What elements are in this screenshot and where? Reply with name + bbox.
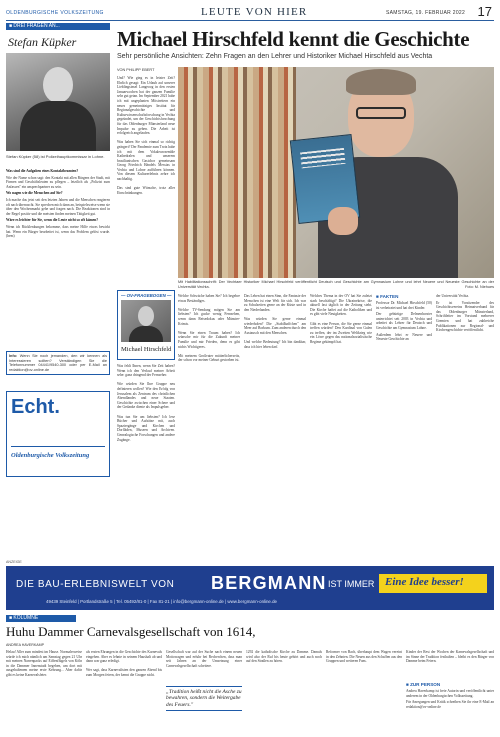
square-icon: ■ [9, 23, 14, 29]
main-subheadline: Sehr persönliche Ansichten: Zehn Fragen an den Lehrer und Historiker Michael Hirschfeld aus Vechta [117, 53, 433, 60]
person-label-text: ZUR PERSON [410, 682, 441, 687]
ov-fragebogen-box [117, 290, 175, 360]
square-icon: ■ [9, 615, 14, 621]
sidebar-name-heading: Stefan Küpker [8, 35, 77, 49]
ov-dash-icon: — [121, 293, 127, 298]
fact-item: Der gebürtige Delmenhorster unterrichtet seit 2003 in Vechta und arbeitet als Lehrer für Deutsch und Geschichte am Gymnasium Lohne. [376, 312, 432, 330]
ad-prefix: DIE BAU-ERLEBNISWELT VON [16, 579, 175, 590]
kolumne-col5: Reformer von Bach, überhaupt dem Wagen vereint in den Zehnten. Die Neuen aus den Schaffen aus den Gruppen und weiteren Fans. [326, 650, 402, 664]
ov-label-text: OV-FRAGEBOGEN [126, 293, 166, 298]
person-item: Andrea Haverkamp ist freie Autorin und veröffentlicht unter anderem in der Oldenburgischen Volkszeitung. [406, 689, 494, 698]
kolumne-tag [6, 615, 76, 622]
sidebar-a3: Wenn ich Rücklenkungen bekomme, dass meine Hilfe etwas bewirkt hat. Wenn ein Bürger bearbeitet ist, wenn das Problem gelöst wurde. (hem) [6, 224, 110, 239]
echt-brand: Oldenburgische Volkszeitung [11, 452, 90, 459]
portrait-body [20, 101, 96, 151]
main-col3-text: Welche Schwäche haben Sie? Ich begehre etwas Beständiges. Welche TV-Sendung mögen Sie am liebsten? Ich gucke wenig Fernsehen, wenn dann Reisedokus oder Münster-Krimis. Wenn Sie einen Traum haben? Ich wünsche mir für die Zukunft meiner Familie und mir Frieden, denn es gibt nichts Wichtigeres. Mit meinem Großvater mütterlicherseits, der schon vor meiner Geburt gestorben ist. [178, 294, 240, 363]
info-text: Wenn Sie noch jemanden, den wir kennen als Interessieren sollten? Verständigen Sie die Telefonnummer 04441/9540-300 oder per E-Mail an redaktion@ov-online.de [9, 354, 107, 372]
ov-box-caption: Michael Hirschfeld [121, 346, 172, 353]
main-col1-text: Und? Wie ging es in letzter Zeit? Ehrlich gesagt: Ein Urlaub auf unserer Lieblingsinsel Langeoog in den ersten Januarwochen hat der ganzen Familie sehr gut getan. Im September 2021 habe ich mit ungeplanten Mitstreitern ein neues gemeinnütziges Institut für Regionalgeschichte und Kulturwissenschaftsforschung in Vechta gegründet, um der Geschichtsforschung für das Oldenburger Münsterland neue Impulse zu geben. Die Arbeit ist erfolgreich angelaufen. Was haben Sie sich einmal so richtig geärgert? Der Pandemie zum Trotz habe ich mit dem Vokaleurosemble Kathedralen und unserem brasilianischen Gastchor gemeinsam Georg Friedrich Händels Messias in Vechta und Lohne aufführen können. Von diesem Kulturerlebnis zehre ich nachhaltig. Das sind gute Wünsche, trotz aller Einschränkungen. [117, 76, 175, 195]
sidebar [6, 23, 110, 555]
main-col5-text: Welches Thema in der OV hat Sie zuletzt stark beschäftigt? Die Ukrainekrise, die aktuell fast täglich in der Zeitung steht. Die Kirche haftet auf die Katholiken und es gibt viele Neuigkeiten. Gibt es eine Person, die Sie gerne einmal treffen würden? Den Kardinal von Galen zu treffen, der im Zweiten Weltkrieg wie ein Löwe gegen das nationalsozialistische Regime gekämpft hat. [310, 294, 372, 344]
ad-slogan-box [379, 574, 487, 593]
main-byline: VON PHILIPP EBERT [117, 68, 155, 72]
ov-fragebogen-label: — OV-FRAGEBOGEN — [121, 293, 172, 298]
photo-credit: Foto: M. Niehues [465, 284, 494, 289]
page-number: 17 [477, 4, 492, 19]
kolumne-col3: Gesellschaft war auf der Suche nach einem neuen Mottowagen und erfuhr bei Recherchen, dass man seit Jahren an der Umsetzung einer Carnevalsgesellschaft scheitere. [166, 650, 242, 668]
sidebar-a2: Ich mache das jetzt seit den letzten Jahren und die Menschen reagieren oft nach überrascht. Sie sprechen mich dann an, beispielsweise wenn sie über den Wochenmarkt gehe und fragen nach. Die Reaktionen sind in der Regel positiv und die meisten finden meinen Tätigkeit gut. [6, 197, 110, 216]
ad-label: ANZEIGE [6, 560, 22, 564]
fact-item: Er ist Vorsitzender des Geschichtsvereins Heimatverbund für das Oldenburger Münsterland, Schriftleiter im Vorstand mehrerer Gremien und hat zahlreiche Publikationen zur Regional- und Kirchengeschichte veröffentlicht. [436, 300, 494, 333]
echt-ad[interactable] [6, 391, 110, 477]
photo-caption-text: Mit Habilitationsschrift: Der Vechtaer Historiker Michael Hirschfeld veröffentlicht Deutsch und Geschichte am Gymnasium Lohne und lehrt Neuere und Neueste Geschichte an der Universität Vechta. [178, 280, 494, 289]
portrait-head [43, 67, 73, 103]
section-title: LEUTE VON HIER [201, 6, 308, 18]
kolumne-col2: als ersten Ehrungen in die Geschichte des Karnevals eingehen. Aber es lehnte in seinem Haushalt ab und dann war ganz erledigt. Wer sagt, dass Karnevalisten den ganzen Abend bis zum Morgen feiern, der kennt die Gruppe nicht. [86, 650, 162, 677]
kolumne-byline: ANDREA HAVERKAMP [6, 643, 45, 647]
paper-name: OLDENBURGISCHE VOLKSZEITUNG [6, 10, 104, 16]
kolumne-quote: „Tradition heißt nicht die Asche zu bewahren, sondern die Weitergabe des Feuers." [166, 686, 242, 711]
kolumne-tag-label: KOLUMNE [13, 615, 39, 621]
main-col3 [178, 294, 240, 363]
ov-photo-body [129, 326, 163, 342]
person-glasses [356, 107, 406, 119]
sidebar-q3: Wäre es leichter für Sie, wenn die Leute nicht so oft kämen? [6, 218, 99, 223]
sidebar-photo-caption: Stefan Küpker (58) ist Polizeihauptkommissar in Lohne. [6, 154, 105, 159]
square-icon: ■ [376, 294, 381, 299]
sidebar-tag-label: DREI FRAGEN AN... [13, 23, 60, 29]
ov-photo-head [138, 306, 154, 326]
main-photo [178, 67, 494, 278]
ov-box-photo [121, 300, 171, 342]
sidebar-a1: Wie der Name schon sagt: den Kontakt mit allen Bürgern der Stadt, mit Firmen und Geschäftsleuten zu pflegen – letztlich als „Polizist zum Anfassen" ein ansprechpartner zu sein. [6, 175, 110, 189]
bookshelf [178, 67, 296, 278]
sidebar-column-tag [6, 23, 110, 30]
main-headline: Michael Hirschfeld kennt die Geschichte [117, 27, 470, 51]
fact-item: der Universität Vechta. [436, 294, 469, 298]
sidebar-info-box [6, 351, 110, 375]
facts-box [376, 294, 432, 344]
person-box [406, 682, 494, 711]
square-icon: ■ [406, 682, 411, 687]
sidebar-portrait-photo [6, 53, 110, 151]
sidebar-interview [6, 169, 110, 241]
masthead-rule [6, 20, 494, 21]
bergmann-ad[interactable] [6, 566, 494, 610]
kolumne-headline: Huhu Dammer Carnevalsgesellschaft von 1614, [6, 624, 256, 639]
ad-suffix: IST IMMER [328, 579, 375, 589]
issue-date: SAMSTAG, 19. FEBRUAR 2022 [386, 10, 466, 16]
main-col5 [310, 294, 372, 345]
person-item: Für Anregungen und Kritik schreiben Sie ihr eine E-Mail an redaktion@ov-online.de [406, 700, 494, 709]
sidebar-q1: Was sind die Aufgaben eines Kontaktbeamten? [6, 169, 79, 173]
fact-item: Außerdem lehrt er Neuere und Neueste Geschichte an [376, 332, 432, 342]
main-col4 [244, 294, 306, 349]
person-hand [328, 207, 358, 235]
kolumne-col1: Helau! Aller zum mindest im Hause. Normalerweise würde ich mich nämlich am Samstag gegen 21 Uhr mit meinen Narrenpacks auf Eiffenflügels von Köln in die Dammer Innenstadt begeben, um dort mit ausgehaltenem meine erste Kehrung... Aber dafür gibt es keine Karnevalsfeier. [6, 650, 82, 677]
facts-label [376, 294, 432, 299]
info-label: Info: [9, 354, 18, 358]
sidebar-q2: Wo nagen wie die Menschen auf Sie? [6, 191, 63, 196]
facts-label-text: FAKTEN [380, 294, 399, 299]
main-col2 [117, 364, 175, 442]
echt-title: Echt. [11, 396, 60, 418]
main-col1 [117, 76, 175, 195]
echt-rule [11, 446, 105, 447]
fact-item: Professor Dr. Michael Hirschfeld (50) ist verheiratet und hat drei Kinder. [376, 301, 432, 310]
main-col4-text: Das Leben hat einen Sinn, die Fantasie der Menschen ist eine Welt für sich. Ich war zu Schulzeiten gerne an der Küste und in den Niederlanden. Was würden Sie gerne einmal wiederholen? Die „Stabilbaffchen" am Meer auf Borkum. Zum anderen durch den Austausch mit den Menschen. Und welche Bedeutung? Ich bin dankbar, dass ich hier leben darf. [244, 294, 306, 349]
ad-address: 49439 Steinfeld | Portlandstraße 5 | Tel. 05492/81-0 | Fax 81-21 | info@bergmann-online.de | www.bergmann-online.de [46, 599, 277, 604]
book-title-lines [300, 148, 345, 169]
kolumne-col6: Kinder der Rest der Wochen der Karnevalsgesellschaft und im Sinne der Tradition festhalten – bleibt es den Bürger von Damme beim Feiern. [406, 650, 494, 664]
masthead [6, 3, 494, 19]
kolumne-col4: 1292 die katholische Kirche zu Damme. Damals wird also der Ruf bis heute gehört und auch noch auf den Straßen zu hören. [246, 650, 322, 664]
ad-brand: BERGMANN [211, 573, 327, 593]
main-photo-caption [178, 280, 494, 290]
ad-slogan: Eine Idee besser! [385, 576, 464, 588]
main-col2-text: Was fehlt Ihnen, wenn Sie Zeit haben? Wenn ich den Verlauf meiner Arbeit sehe: ganz dringend der Fernseher. Wie würden Sie Ihre Gruppe neu definieren wollen? Wie den Erfolg von Jerusalem als Zentrum des christlichen Abendlandes und neue Staaten. Geschichte zwischen einer Schere und der Gedanke diente als Impulsgeber. Was tun Sie am liebsten? Ich lese Bücher und Aufsätze mit, auch Spaziergänge und Kirchen und Dorfläden, Museen und Archiven. Genealogische Forschungen und andere Zugänge. [117, 364, 175, 442]
person-hair [346, 69, 416, 95]
person-label [406, 682, 494, 687]
facts-box-continued [436, 294, 494, 335]
